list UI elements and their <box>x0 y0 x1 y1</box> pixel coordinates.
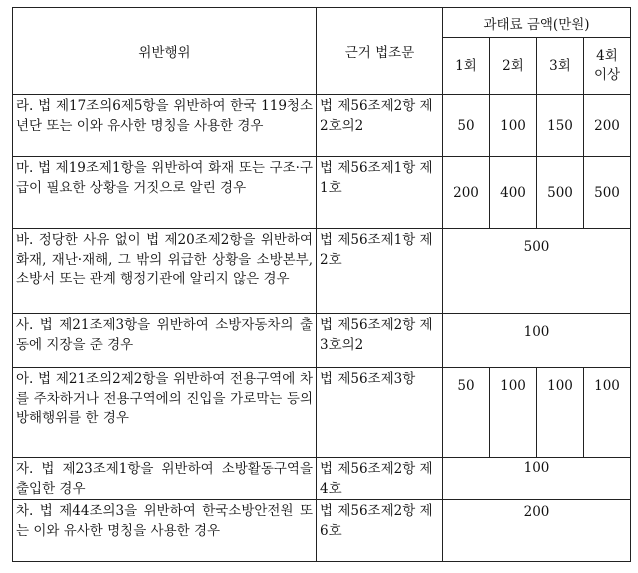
violation-cell: 라. 법 제17조의6제5항을 위반하여 한국 119청소년단 또는 이와 유사한 명칭을 사용한 경우 <box>13 95 317 157</box>
violation-cell: 차. 법 제44조의3을 위반하여 한국소방안전원 또는 이와 유사한 명칭을 사용한 경우 <box>13 500 317 562</box>
law-cell: 법 제56조제2항 제3호의2 <box>317 314 443 368</box>
amount-cell: 100 <box>584 368 631 458</box>
header-violation: 위반행위 <box>13 8 317 95</box>
header-count-4-text: 4회 이상 <box>593 48 621 83</box>
violation-cell: 바. 정당한 사유 없이 법 제20조제2항을 위반하여 화재, 재난·재해, 그 밖의 위급한 상황을 소방본부, 소방서 또는 관계 행정기관에 알리지 않은 경우 <box>13 229 317 314</box>
amount-cell-merged: 100 <box>443 458 631 500</box>
table-row <box>13 368 631 458</box>
amount-cell: 200 <box>443 157 490 229</box>
violation-cell: 사. 법 제21조제3항을 위반하여 소방자동차의 출동에 지장을 준 경우 <box>13 314 317 368</box>
amount-cell: 500 <box>584 157 631 229</box>
amount-cell: 100 <box>490 95 537 157</box>
law-cell: 법 제56조제2항 제4호 <box>317 458 443 500</box>
header-count-2: 2회 <box>490 38 537 95</box>
table-row <box>13 157 631 229</box>
amount-cell: 400 <box>490 157 537 229</box>
table-row <box>13 95 631 157</box>
amount-cell: 50 <box>443 95 490 157</box>
law-cell: 법 제56조제2항 제2호의2 <box>317 95 443 157</box>
amount-cell: 100 <box>537 368 584 458</box>
table-row <box>13 229 631 314</box>
amount-cell-merged: 200 <box>443 500 631 562</box>
fine-schedule-table <box>12 7 631 562</box>
amount-cell: 150 <box>537 95 584 157</box>
amount-cell: 200 <box>584 95 631 157</box>
amount-cell-merged: 100 <box>443 314 631 368</box>
amount-cell: 100 <box>490 368 537 458</box>
violation-cell: 자. 법 제23조제1항을 위반하여 소방활동구역을 출입한 경우 <box>13 458 317 500</box>
table-row <box>13 314 631 368</box>
table-row <box>13 500 631 562</box>
header-count-1: 1회 <box>443 38 490 95</box>
law-cell: 법 제56조제2항 제6호 <box>317 500 443 562</box>
amount-cell: 50 <box>443 368 490 458</box>
header-fine-amount: 과태료 금액(만원) <box>443 8 631 38</box>
amount-cell-merged: 500 <box>443 229 631 314</box>
header-count-4 <box>584 38 631 95</box>
law-cell: 법 제56조제1항 제2호 <box>317 229 443 314</box>
violation-cell: 아. 법 제21조의2제2항을 위반하여 전용구역에 차를 주차하거나 전용구역에의 진입을 가로막는 등의 방해행위를 한 경우 <box>13 368 317 458</box>
violation-cell: 마. 법 제19조제1항을 위반하여 화재 또는 구조·구급이 필요한 상황을 거짓으로 알린 경우 <box>13 157 317 229</box>
header-law: 근거 법조문 <box>317 8 443 95</box>
table-row <box>13 458 631 500</box>
law-cell: 법 제56조제1항 제1호 <box>317 157 443 229</box>
amount-cell: 500 <box>537 157 584 229</box>
header-count-3: 3회 <box>537 38 584 95</box>
law-cell: 법 제56조제3항 <box>317 368 443 458</box>
